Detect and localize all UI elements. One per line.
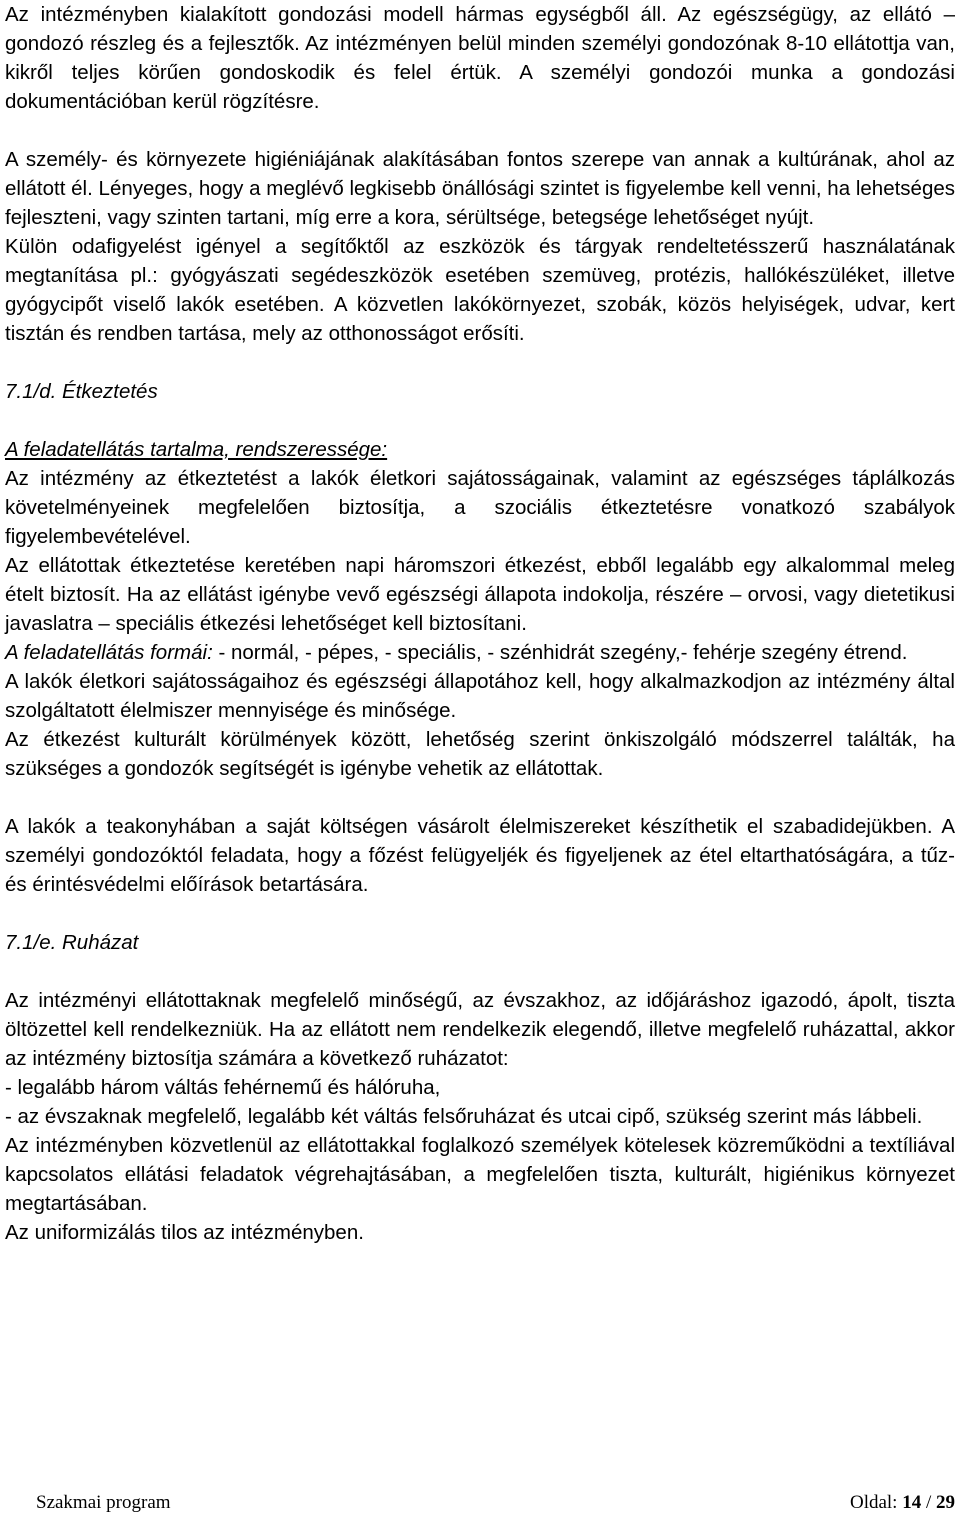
paragraph: [5, 638, 955, 667]
paragraph: Külön odafigyelést igényel a segítőktől az eszközök és tárgyak rendeltetésszerű használatának megtanítása pl.: gyógyászati segédeszközök esetében szemüveg, protézis, hallókészüléket, illetve gyógycipőt viselő lakók esetében. A közvetlen lakókörnyezet, szobák, közös helyiségek, udvar, kert tisztán és rendben tartása, mely az otthonosságot erősíti.: [5, 235, 955, 345]
paragraph: Az intézményi ellátottaknak megfelelő minőségű, az évszakhoz, az időjáráshoz igazodó, ápolt, tiszta öltözettel kell rendelkezniük. Ha az ellátott nem rendelkezik elegendő, illetve megfelelő ruházattal, akkor az intézmény biztosítja számára a következő ruházatot:: [5, 989, 955, 1070]
document-page: [5, 0, 955, 1247]
list-item: - az évszaknak megfelelő, legalább két váltás felsőruházat és utcai cipő, szükség szerint más lábbeli.: [5, 1105, 923, 1128]
paragraph: A lakók a teakonyhában a saját költségen vásárolt élelmiszereket készíthetik el szabadidejükben. A személyi gondozóktól feladata, hogy a főzést felügyeljék és figyeljenek az étel eltarthatóságára, a tűz- és érintésvédelmi előírások betartására.: [5, 815, 955, 896]
paragraph: A lakók életkori sajátosságaihoz és egészségi állapotához kell, hogy alkalmazkodjon az intézmény által szolgáltatott élelmiszer mennyisége és minősége.: [5, 670, 955, 722]
inline-label: A feladatellátás formái:: [5, 641, 213, 664]
paragraph: Az intézmény az étkeztetést a lakók életkori sajátosságainak, valamint az egészséges táplálkozás követelményeinek megfelelően biztosítja, a szociális étkeztetésre vonatkozó szabályok figyelembevételével.: [5, 467, 955, 548]
page-number: Oldal: 14 / 29: [849, 1492, 955, 1513]
list-item: - legalább három váltás fehérnemű és hálóruha,: [5, 1076, 441, 1099]
section-heading-ruhazat: 7.1/e. Ruházat: [5, 931, 139, 954]
section-heading-etkeztetes: 7.1/d. Étkeztetés: [5, 380, 158, 403]
paragraph: A személy- és környezete higiéniájának alakításában fontos szerepe van annak a kultúrának, ahol az ellátott él. Lényeges, hogy a meglévő legkisebb önállósági szintet is figyelembe kell venni, ha lehetséges fejleszteni, vagy szinten tartani, míg erre a kora, sérültsége, betegsége lehetőséget nyújt.: [5, 148, 955, 229]
subheading: A feladatellátás tartalma, rendszeressége:: [5, 438, 388, 461]
inline-text: - normál, - pépes, - speciális, - szénhidrát szegény,- fehérje szegény étrend.: [212, 641, 908, 664]
paragraph: Az ellátottak étkeztetése keretében napi háromszori étkezést, ebből legalább egy alkalommal meleg ételt biztosít. Ha az ellátást igénybe vevő egészségi állapota indokolja, részére – orvosi, vagy dietetikusi javaslatra – speciális étkezési lehetőséget kell biztosítani.: [5, 554, 955, 635]
paragraph: Az intézményben közvetlenül az ellátottakkal foglalkozó személyek kötelesek közreműködni a textíliával kapcsolatos ellátási feladatok végrehajtásában, a megfelelően tiszta, kulturált, higiénikus környezet megtartásában.: [5, 1134, 955, 1215]
paragraph: Az étkezést kulturált körülmények között, lehetőség szerint önkiszolgáló módszerrel találták, ha szükséges a gondozók segítségét is igénybe vehetik az ellátottak.: [5, 728, 955, 780]
paragraph: Az intézményben kialakított gondozási modell hármas egységből áll. Az egészségügy, az ellátó – gondozó részleg és a fejlesztők. Az intézményen belül minden személyi gondozónak 8-10 ellátottja van, kikről teljes körűen gondoskodik és felel értük. A személyi gondozói munka a gondozási dokumentációban kerül rögzítésre.: [5, 3, 955, 113]
page-footer: [36, 1491, 955, 1515]
paragraph: Az uniformizálás tilos az intézményben.: [5, 1221, 364, 1244]
footer-title: Szakmai program: [36, 1492, 171, 1513]
